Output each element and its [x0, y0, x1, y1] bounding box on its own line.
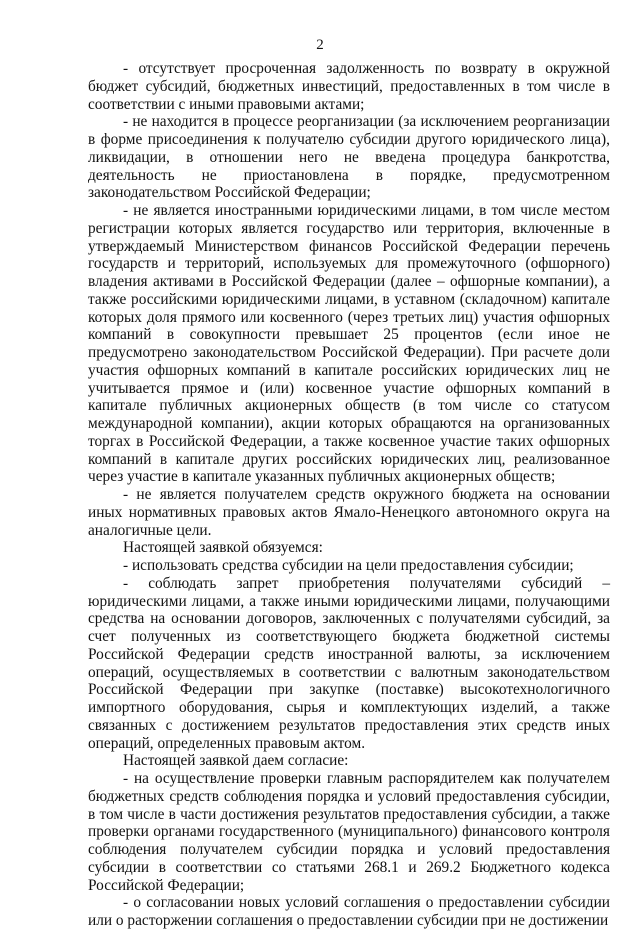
heading-consent: Настоящей заявкой даем согласие: [123, 752, 349, 770]
document-body [88, 60, 610, 930]
heading-obligations: Настоящей заявкой обязуемся: [123, 539, 323, 557]
paragraph-no-overdue-debt: - отсутствует просроченная задолженность по возврату в окружной бюджет субсидий, бюджетных инвестиций, предоставленных в том числе в соответствии с иными правовыми актами; [88, 60, 610, 113]
paragraph-currency-ban: - соблюдать запрет приобретения получателями субсидий – юридическими лицами, а также иными юридическими лицами, получающими средства на основании договоров, заключенных с получателями субсидий, за счет полученных из соответствующего бюджета бюджетной системы Российской Федерации средств иностранной валюты, за исключением операций, осуществляемых в соответствии с валютным законодательством Российской Федерации при закупке (поставке) высокотехнологичного импортного оборудования, сырья и комплектующих изделий, а также связанных с достижением результатов предоставления этих средств иных операций, определенных правовым актом. [88, 574, 610, 752]
paragraph-new-conditions-consent: - о согласовании новых условий соглашения о предоставлении субсидии или о расторжении соглашения о предоставлении субсидии при не достижении [88, 894, 610, 929]
paragraph-not-other-recipient: - не является получателем средств окружного бюджета на основании иных нормативных правовых актов Ямало-Ненецкого автономного округа на аналогичные цели. [88, 486, 610, 539]
paragraph-no-reorganization: - не находится в процессе реорганизации (за исключением реорганизации в форме присоединения к получателю субсидии другого юридического лица), ликвидации, в отношении него не введена процедура банкротства, деятельность не приостановлена в порядке, предусмотренном законодательством Российской Федерации; [88, 113, 610, 202]
paragraph-not-foreign-entity: - не является иностранными юридическими лицами, в том числе местом регистрации которых является государство или территория, включенные в утверждаемый Министерством финансов Российской Федерации перечень государств и территорий, используемых для промежуточного (офшорного) владения активами в Российской Федерации (далее – офшорные компании), а также российскими юридическими лицами, в уставном (складочном) капитале которых доля прямого или косвенного (через третьих лиц) участия офшорных компаний в совокупности превышает 25 процентов (если иное не предусмотрено законодательством Российской Федерации). При расчете доли участия офшорных компаний в капитале российских юридических лиц не учитывается прямое и (или) косвенное участие офшорных компаний в капитале публичных акционерных обществ (в том числе со статусом международной компании), акции которых обращаются на организованных торгах в Российской Федерации, а также косвенное участие таких офшорных компаний в капитале других российских юридических лиц, реализованное через участие в капитале указанных публичных акционерных обществ; [88, 202, 610, 486]
paragraph-inspection-consent: - на осуществление проверки главным распорядителем как получателем бюджетных средств соблюдения порядка и условий предоставления субсидии, в том числе в части достижения результатов предоставления субсидии, а также проверки органами государственного (муниципального) финансового контроля соблюдения получателем субсидии порядка и условий предоставления субсидии в соответствии со статьями 268.1 и 269.2 Бюджетного кодекса Российской Федерации; [88, 770, 610, 894]
paragraph-use-funds: - использовать средства субсидии на цели предоставления субсидии; [123, 557, 574, 574]
page-number: 2 [316, 37, 324, 53]
